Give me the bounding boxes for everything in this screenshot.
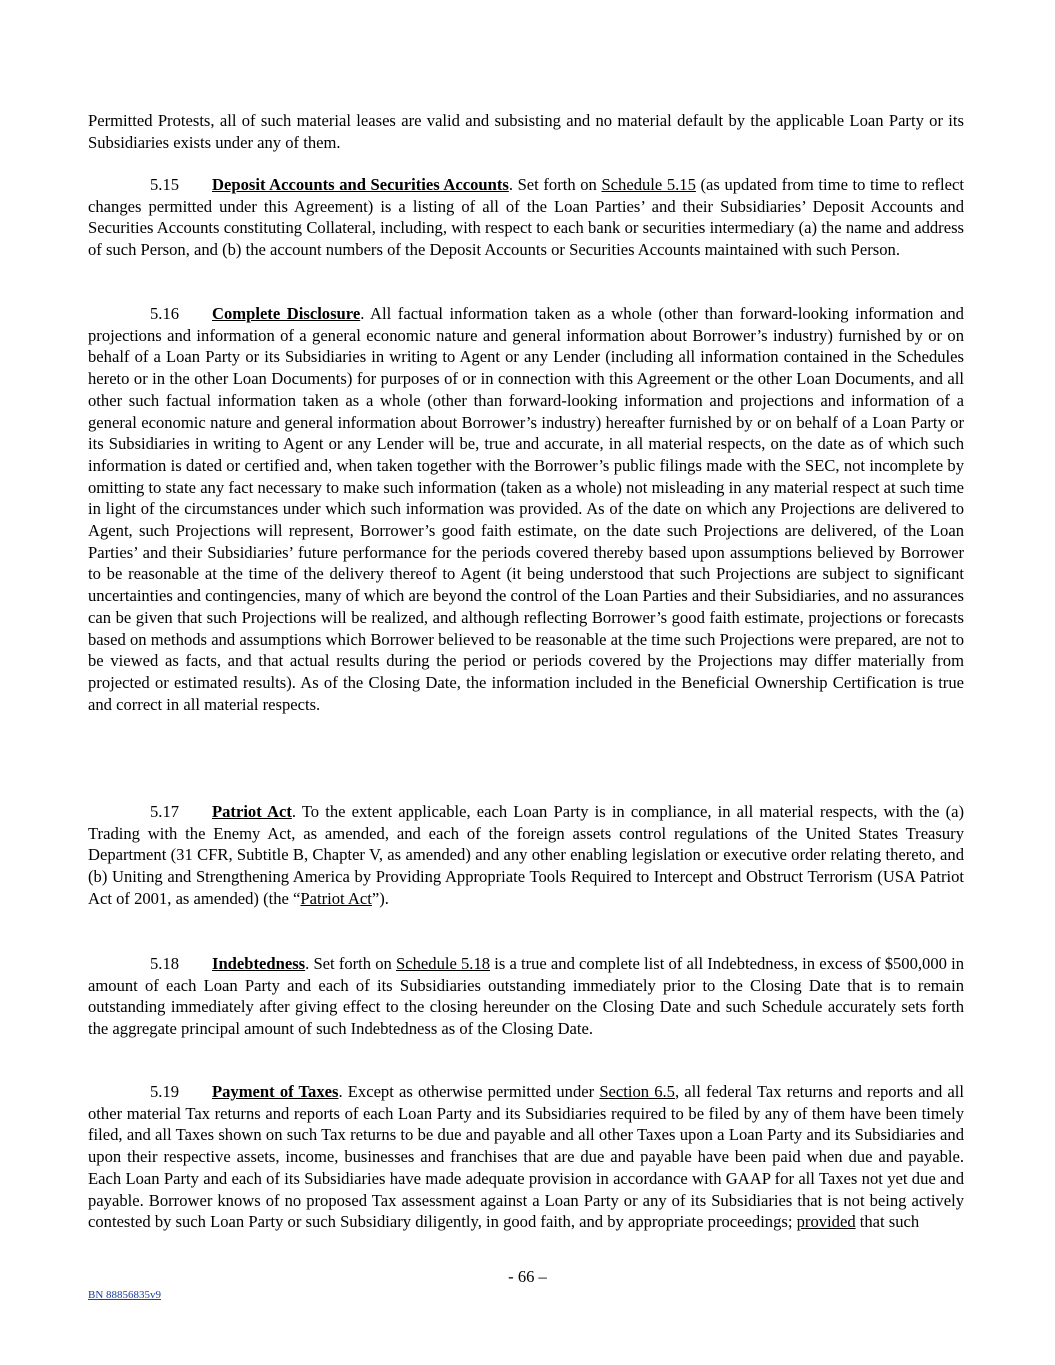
section-title: Indebtedness: [212, 954, 306, 973]
section-5-19: 5.19 Payment of Taxes. Except as otherwise permitted under Section 6.5, all federal Tax returns and reports and all other material Tax returns and reports of each Loan Party and its Subsidiaries required to be filed by any of them have been timely filed, and all Taxes shown on such Tax returns to be due and payable and all other Taxes upon a Loan Party and its Subsidiaries and upon their respective assets, income, businesses and franchises that are due and payable have been paid when due and payable. Each Loan Party and each of its Subsidiaries have made adequate provision in accordance with GAAP for all Taxes not yet due and payable. Borrower knows of no proposed Tax assessment against a Loan Party or any of its Subsidiaries that is not being actively contested by such Loan Party or such Subsidiary diligently, in good faith, and by appropriate proceedings; provided that such: [88, 1082, 964, 1232]
intro-paragraph: [88, 110, 964, 153]
defined-term: Patriot Act: [300, 888, 372, 908]
document-id[interactable]: BN 88856835v9: [88, 1289, 162, 1301]
section-number: 5.16: [150, 304, 180, 323]
section-5-17: 5.17 Patriot Act. To the extent applicable, each Loan Party is in compliance, in all material respects, with the (a) Trading with the Enemy Act, as amended, and each of the foreign assets control regulations of the United States Treasury Department (31 CFR, Subtitle B, Chapter V, as amended) and any other enabling legislation or executive order relating thereto, and (b) Uniting and Strengthening America by Providing Appropriate Tools Required to Intercept and Obstruct Terrorism (USA Patriot Act of 2001, as amended) (the “Patriot Act”).: [88, 802, 964, 908]
schedule-link[interactable]: Schedule 5.18: [396, 954, 491, 973]
section-title: Payment of Taxes: [212, 1082, 339, 1101]
section-title: Complete Disclosure: [212, 304, 361, 323]
intro-text: Permitted Protests, all of such material leases are valid and subsisting and no material default by the applicable Loan Party or its Subsidiaries exists under any of them.: [88, 111, 964, 152]
section-number: 5.17: [150, 802, 180, 821]
schedule-link[interactable]: Schedule 5.15: [601, 175, 696, 194]
section-number: 5.15: [150, 175, 180, 194]
defined-term: provided: [796, 1212, 856, 1232]
section-5-15: 5.15 Deposit Accounts and Securities Accounts. Set forth on Schedule 5.15 (as updated from time to time to reflect changes permitted under this Agreement) is a listing of all of the Loan Parties’ and their Subsidiaries’ Deposit Accounts and Securities Accounts constituting Collateral, including, with respect to each bank or securities intermediary (a) the name and address of such Person, and (b) the account numbers of the Deposit Accounts or Securities Accounts maintained with such Person.: [88, 175, 965, 260]
section-5-18: 5.18 Indebtedness. Set forth on Schedule 5.18 is a true and complete list of all Indebtedness, in excess of $500,000 in amount of each Loan Party and each of its Subsidiaries outstanding immediately prior to the Closing Date that is to remain outstanding immediately after giving effect to the closing hereunder on the Closing Date and such Schedule accurately sets forth the aggregate principal amount of such Indebtedness as of the Closing Date.: [88, 954, 965, 1039]
page-number: - 66 –: [508, 1267, 547, 1286]
section-link[interactable]: Section 6.5: [599, 1082, 675, 1101]
section-number: 5.19: [150, 1082, 180, 1101]
section-number: 5.18: [150, 954, 180, 973]
section-5-16: 5.16 Complete Disclosure. All factual information taken as a whole (other than forward-looking information and projections and information of a general economic nature and general information about Borrower’s industry) furnished by or on behalf of a Loan Party or its Subsidiaries in writing to Agent or any Lender (including all information contained in the Schedules hereto or in the other Loan Documents) for purposes of or in connection with this Agreement or the other Loan Documents, and all other such factual information taken as a whole (other than forward-looking information and projections and information of a general economic nature and general information about Borrower’s industry) hereafter furnished by or on behalf of a Loan Party or its Subsidiaries in writing to Agent or any Lender will be, true and accurate, in all material respects, on the date as of which such information is dated or certified and, when taken together with the Borrower’s public filings made with the SEC, not incomplete by omitting to state any fact necessary to make such information (taken as a whole) not misleading in any material respect at such time in light of the circumstances under which such information was provided. As of the date on which any Projections are delivered to Agent, such Projections will represent, Borrower’s good faith estimate, on the date such Projections are delivered, of the Loan Parties’ and their Subsidiaries’ future performance for the periods covered thereby based upon assumptions believed by Borrower to be reasonable at the time of the delivery thereof to Agent (it being understood that such Projections are subject to significant uncertainties and contingencies, many of which are beyond the control of the Loan Parties and their Subsidiaries, and no assurances can be given that such Projections will be realized, and although reflecting Borrower’s good faith estimate, projections or forecasts based on methods and assumptions which Borrower believed to be reasonable at the time such Projections were prepared, are not to be viewed as facts, and that actual results during the period or periods covered by the Projections may differ materially from projected or estimated results). As of the Closing Date, the information included in the Beneficial Ownership Certification is true and correct in all material respects.: [88, 304, 964, 714]
section-title: Deposit Accounts and Securities Accounts: [212, 175, 509, 194]
section-title: Patriot Act: [212, 802, 292, 821]
